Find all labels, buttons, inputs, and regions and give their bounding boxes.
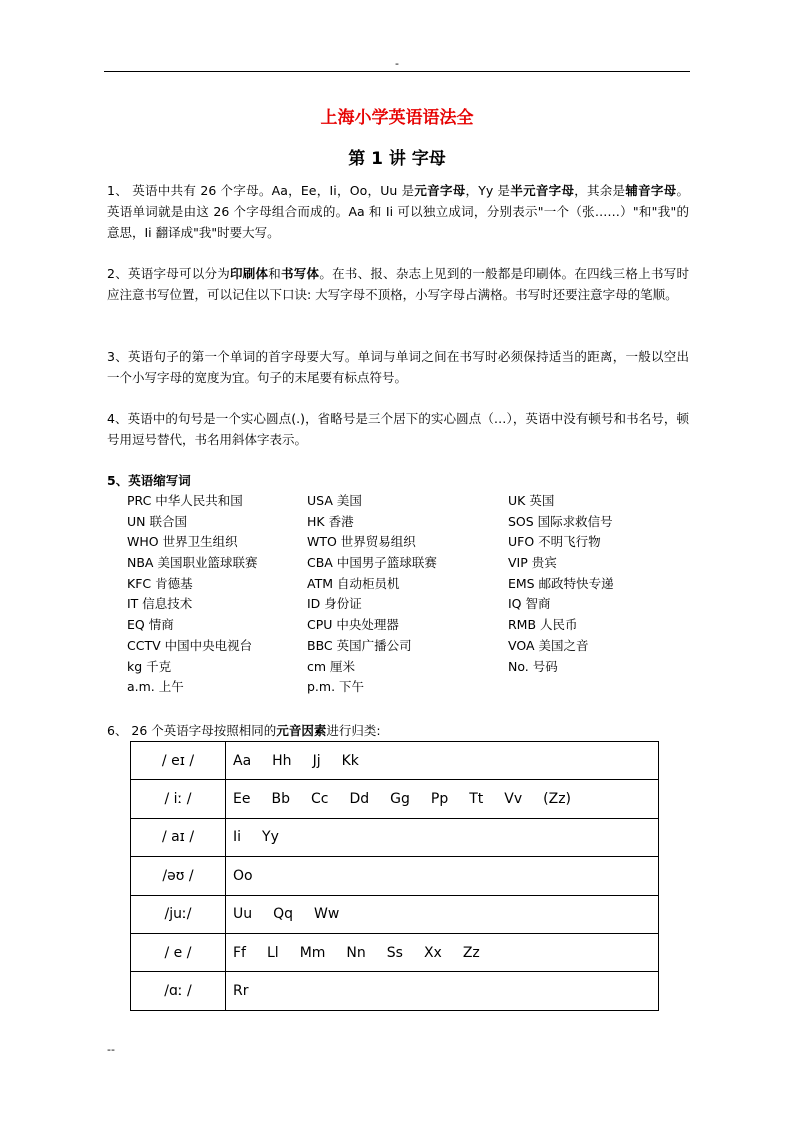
abbreviation-item: VOA 美国之音: [508, 637, 589, 653]
letter-pair: Ff: [233, 944, 246, 961]
letter-pair: Hh: [272, 752, 292, 769]
letter-pair: Ll: [266, 944, 279, 961]
abbreviation-item: IQ 智商: [508, 596, 551, 612]
letter-pair: Aa: [233, 752, 252, 769]
letter-pair: Nn: [346, 944, 366, 961]
text-run: 3、英语句子的第一个单词的首字母要大写。单词与单词之间在书写时必须保持适当的距离，一般以空出一个小写字母的宽度为宜。句子的末尾要有标点符号。: [107, 349, 689, 385]
paragraph-2: [107, 263, 689, 305]
letter-pair: Tt: [469, 791, 484, 808]
abbreviation-item: CPU 中央处理器: [307, 617, 399, 633]
letter-pair: Ii: [233, 829, 242, 846]
text-run: 1、 英语中共有 26 个字母。Aa，Ee，Ii，Oo，Uu 是: [107, 183, 415, 198]
letter-pair: Ee: [233, 791, 251, 808]
letters-cell: [226, 780, 659, 818]
text-run: 2、英语字母可以分为: [107, 266, 231, 281]
header-rule: [104, 71, 690, 72]
abbreviation-item: ATM 自动柜员机: [307, 575, 400, 591]
abbreviation-row: [127, 532, 687, 553]
abbreviation-item: UK 英国: [508, 493, 555, 508]
section-5-heading: 5、英语缩写词: [107, 473, 191, 488]
abbreviation-item: IT 信息技术: [127, 596, 193, 612]
paragraph-3: [107, 346, 689, 388]
letter-pair: Pp: [430, 791, 449, 808]
text-run: 。英语单词就是由这 26 个字母组合而成的。Aa 和 Ii 可以独立成词，分别表示"一个（张……）"和"我"的意思，Ii 翻译成"我"时要大写。: [107, 183, 689, 240]
phoneme-cell: /əʊ /: [131, 857, 226, 895]
abbreviation-item: PRC 中华人民共和国: [127, 493, 243, 508]
letter-pair: Bb: [271, 791, 290, 808]
phoneme-cell: / eɪ /: [131, 742, 226, 780]
abbreviation-list: [127, 491, 687, 698]
section-6-lead: 6、 26 个英语字母按照相同的: [107, 723, 277, 738]
bold-term: 印刷体: [230, 266, 269, 281]
letter-pair: Ww: [314, 906, 340, 923]
vowel-table: [130, 741, 659, 1011]
letters-cell: [226, 933, 659, 971]
letter-pair: Jj: [312, 752, 321, 769]
lesson-title: 第 1 讲 字母: [348, 149, 446, 169]
header-mark: -: [395, 57, 399, 70]
abbreviation-item: WTO 世界贸易组织: [307, 534, 416, 550]
abbreviation-item: WHO 世界卫生组织: [127, 534, 238, 550]
abbreviation-row: [127, 553, 687, 574]
abbreviation-item: ID 身份证: [307, 596, 362, 612]
text-run: 4、英语中的句号是一个实心圆点(.)，省略号是三个居下的实心圆点（…），英语中没有顿号和书名号，顿号用逗号替代，书名用斜体字表示。: [107, 411, 689, 447]
letter-pair: Zz: [462, 944, 480, 961]
bold-term: 元音字母: [414, 183, 466, 198]
table-row: [131, 780, 659, 818]
letter-pair: Oo: [233, 867, 253, 884]
letter-pair: Kk: [341, 752, 359, 769]
table-row: [131, 818, 659, 856]
abbreviation-item: cm 厘米: [307, 658, 356, 674]
abbreviation-row: [127, 677, 687, 698]
letter-pair: Mm: [299, 944, 326, 961]
abbreviation-item: VIP 贵宾: [508, 555, 557, 571]
table-row: [131, 895, 659, 933]
abbreviation-row: [127, 512, 687, 533]
letter-pair: (Zz): [543, 791, 572, 808]
letter-pair: Xx: [423, 944, 442, 961]
abbreviation-item: NBA 美国职业篮球联赛: [127, 555, 258, 571]
phoneme-cell: /juː/: [131, 895, 226, 933]
paragraph-4: [107, 408, 689, 450]
abbreviation-row: [127, 657, 687, 678]
footer-mark: --: [107, 1043, 115, 1056]
table-row: [131, 972, 659, 1010]
abbreviation-item: USA 美国: [307, 493, 362, 508]
abbreviation-item: UFO 不明飞行物: [508, 534, 601, 550]
bold-term: 半元音字母: [510, 183, 575, 198]
letters-cell: [226, 742, 659, 780]
phoneme-cell: /ɑː /: [131, 972, 226, 1010]
abbreviation-item: No. 号码: [508, 658, 558, 674]
document-title: 上海小学英语语法全: [320, 108, 474, 128]
letter-pair: Qq: [273, 906, 294, 923]
letter-pair: Yy: [262, 829, 279, 846]
letters-cell: [226, 895, 659, 933]
phoneme-cell: / aɪ /: [131, 818, 226, 856]
phoneme-cell: / e /: [131, 933, 226, 971]
abbreviation-item: RMB 人民币: [508, 617, 578, 633]
letters-cell: [226, 818, 659, 856]
letter-pair: Vv: [504, 791, 523, 808]
abbreviation-item: p.m. 下午: [307, 679, 365, 695]
bold-term: 书写体: [281, 266, 320, 281]
text-run: 。在书、报、杂志上见到的一般都是印刷体。在四线三格上书写时应注意书写位置，可以记住以下口诀: 大写字母不顶格，小写字母占满格。书写时还要注意字母的笔顺。: [107, 266, 689, 302]
phoneme-cell: / iː /: [131, 780, 226, 818]
letter-pair: Uu: [233, 906, 253, 923]
section-6-heading: [107, 721, 381, 741]
letters-cell: [226, 857, 659, 895]
abbreviation-item: a.m. 上午: [127, 679, 184, 695]
abbreviation-row: [127, 615, 687, 636]
table-row: [131, 857, 659, 895]
abbreviation-item: HK 香港: [307, 513, 354, 529]
letter-pair: Dd: [349, 791, 370, 808]
abbreviation-item: CBA 中国男子篮球联赛: [307, 555, 437, 571]
table-row: [131, 742, 659, 780]
letter-pair: Gg: [390, 791, 410, 808]
abbreviation-item: EQ 情商: [127, 617, 174, 633]
bold-term: 辅音字母: [625, 183, 677, 198]
section-6-tail: 进行归类:: [326, 723, 381, 738]
abbreviation-item: KFC 肯德基: [127, 575, 193, 591]
table-row: [131, 933, 659, 971]
abbreviation-row: [127, 594, 687, 615]
abbreviation-item: CCTV 中国中央电视台: [127, 637, 253, 653]
abbreviation-row: [127, 491, 687, 512]
section-6-bold: 元音因素: [276, 723, 327, 738]
letters-cell: [226, 972, 659, 1010]
abbreviation-item: UN 联合国: [127, 513, 187, 529]
abbreviation-item: SOS 国际求救信号: [508, 513, 613, 529]
text-run: ，其余是: [574, 183, 626, 198]
text-run: 和: [268, 266, 282, 281]
abbreviation-item: BBC 英国广播公司: [307, 637, 412, 653]
abbreviation-row: [127, 574, 687, 595]
letter-pair: Rr: [233, 983, 249, 1000]
abbreviation-item: kg 千克: [127, 658, 172, 674]
letter-pair: Ss: [386, 944, 403, 961]
paragraph-1: [107, 180, 689, 243]
abbreviation-item: EMS 邮政特快专递: [508, 575, 614, 591]
text-run: ，Yy 是: [465, 183, 511, 198]
abbreviation-row: [127, 636, 687, 657]
letter-pair: Cc: [310, 791, 329, 808]
